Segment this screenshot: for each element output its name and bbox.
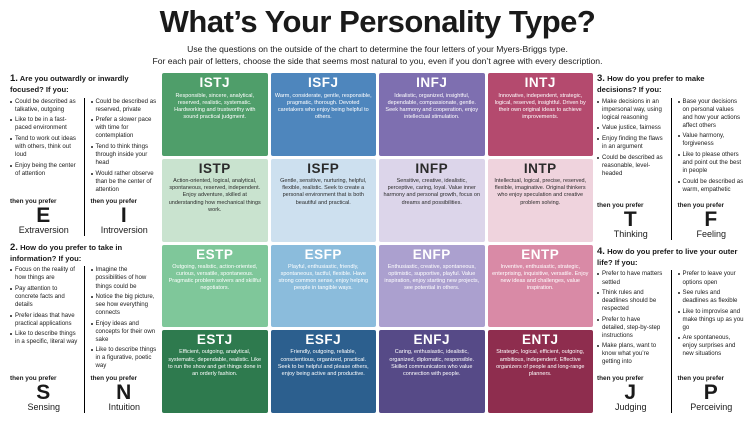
type-description: Efficient, outgoing, analytical, systematic, dependable, realistic. Like to run the show and get things done in an orderly fashion. — [168, 349, 262, 377]
list-item: Could be described as reasonable, level-headed — [597, 154, 665, 178]
question-4-left-then-prefer: then you prefer — [597, 374, 644, 382]
type-description: Action-oriented, logical, analytical, spontaneous, reserved, independent. Enjoy adventure, skilled at understanding how mechanical things work. — [168, 178, 261, 213]
page-title: What’s Your Personality Type? — [159, 4, 596, 39]
question-2-left-then-prefer: then you prefer — [10, 374, 57, 382]
preference-letter-i: I — [120, 204, 128, 228]
question-4-left-option — [597, 270, 665, 412]
question-1-left-bullets — [10, 98, 78, 196]
list-item: Prefer to have matters settled — [597, 270, 665, 286]
page-subtitle — [58, 43, 698, 68]
question-1-left-option — [10, 98, 78, 236]
list-item: Like to describe things in a specific, literal way — [10, 330, 78, 346]
list-item: Enjoy ideas and concepts for their own sake — [91, 320, 159, 344]
question-4-right-bullets — [678, 270, 746, 372]
question-4-text: How do you prefer to live your outer life? If you: — [597, 247, 738, 267]
type-code: ISTJ — [199, 75, 230, 91]
type-code: ESTP — [196, 246, 234, 262]
left-question-column — [10, 73, 158, 412]
type-code: ESTJ — [196, 332, 233, 348]
type-code: ENTJ — [521, 332, 559, 348]
type-code: ISFP — [307, 161, 340, 177]
list-item: Prefer ideas that have practical applications — [10, 312, 78, 328]
type-description: Inventive, enthusiastic, strategic, enterprising, inquisitive, versatile. Enjoy new ideas and challenges, value inspiration. — [492, 263, 589, 292]
list-item: Like to be in a fast-paced environment — [10, 116, 78, 132]
preference-letter-t: T — [623, 208, 638, 232]
list-item: Imagine the possibilities of how things could be — [91, 266, 159, 290]
list-item: Like to describe things in a figurative, poetic way — [91, 346, 159, 370]
question-2-right-bullets — [91, 266, 159, 372]
divider — [671, 98, 672, 240]
type-description: Sensitive, creative, idealistic, perceptive, caring, loyal. Value inner harmony and personal growth, focus on dreams and possibilities. — [383, 178, 481, 206]
list-item: Enjoy finding the flaws in an argument — [597, 135, 665, 151]
type-card-esfp[interactable] — [271, 245, 377, 328]
type-description: Idealistic, organized, insightful, dependable, compassionate, gentle. Seek harmony and cooperation, enjoy intellectual stimulation. — [385, 92, 479, 121]
type-description: Intellectual, logical, precise, reserved, flexible, imaginative. Original thinkers who enjoy speculation and creative problem solving. — [494, 178, 587, 206]
question-2-right-option — [91, 266, 159, 412]
type-code: ENFJ — [413, 332, 450, 348]
type-card-isfj[interactable] — [271, 73, 377, 156]
preference-word-feeling: Feeling — [696, 229, 727, 240]
type-description: Strategic, logical, efficient, outgoing, ambitious, independent. Effective organizers of people and long-range planners. — [496, 349, 585, 377]
question-3-number: 3. — [597, 73, 605, 85]
list-item: Would rather observe than be the center of attention — [91, 170, 159, 194]
question-3-text: How do you prefer to make decisions? If you: — [597, 74, 705, 95]
list-item: Prefer to have detailed, step-by-step instructions — [597, 316, 665, 340]
type-card-istj[interactable] — [162, 73, 268, 156]
question-1-heading — [10, 73, 158, 94]
list-item: Pay attention to concrete facts and details — [10, 285, 78, 309]
question-3-right-then-prefer: then you prefer — [677, 202, 725, 210]
divider — [84, 98, 85, 236]
type-card-enfp[interactable] — [379, 245, 485, 328]
question-1-right-option — [91, 98, 159, 236]
question-3-right-bullets — [678, 98, 746, 200]
question-2-heading — [10, 242, 158, 263]
type-card-esfj[interactable] — [271, 330, 377, 413]
list-item: Are spontaneous, enjoy surprises and new situations — [678, 334, 746, 358]
question-3-right-option — [678, 98, 746, 240]
list-item: Focus on the reality of how things are — [10, 266, 78, 282]
type-code: INFJ — [416, 75, 448, 91]
type-card-entp[interactable] — [488, 245, 594, 328]
list-item: Base your decisions on personal values and how your actions affect others — [678, 98, 746, 130]
preference-word-judging: Judging — [614, 401, 647, 412]
list-item: Like to improvise and make things up as you go — [678, 308, 746, 332]
list-item: Enjoy being the center of attention — [10, 162, 78, 178]
preference-word-thinking: Thinking — [613, 229, 648, 240]
question-3-left-option — [597, 98, 665, 240]
question-block-4 — [597, 246, 745, 413]
question-3-left-bullets — [597, 98, 665, 200]
list-item: Notice the big picture, see how everything connects — [91, 293, 159, 317]
question-1-text: Are you outwardly or inwardly focused? If you: — [10, 74, 129, 95]
question-4-right-then-prefer: then you prefer — [677, 374, 725, 382]
preference-word-sensing: Sensing — [27, 401, 61, 412]
list-item: Make plans, want to know what you’re getting into — [597, 342, 665, 366]
preference-letter-e: E — [36, 204, 52, 228]
preference-word-introversion: Introversion — [100, 225, 148, 236]
type-card-istp[interactable] — [162, 159, 268, 242]
question-2-left-bullets — [10, 266, 78, 372]
type-code: INTP — [523, 161, 557, 177]
preference-word-extraversion: Extraversion — [18, 225, 69, 236]
preference-word-intuition: Intuition — [108, 401, 141, 412]
preference-letter-n: N — [116, 380, 133, 404]
type-description: Enthusiastic, creative, spontaneous, optimistic, supportive, playful. Value inspiration, enjoy starting new projects, see potential in others. — [384, 263, 480, 292]
question-4-right-option — [678, 270, 746, 412]
list-item: Could be described as talkative, outgoing — [10, 98, 78, 114]
type-description: Responsible, sincere, analytical, reserved, realistic, systematic. Hardworking and trustworthy with sound practical judgment. — [174, 92, 256, 121]
divider — [84, 266, 85, 412]
list-item: Could be described as reserved, private — [91, 98, 159, 114]
type-card-estp[interactable] — [162, 245, 268, 328]
type-code: ISFJ — [307, 75, 339, 91]
question-block-1 — [10, 73, 158, 236]
preference-word-perceiving: Perceiving — [690, 401, 733, 412]
subtitle-line-2: For each pair of letters, choose the side that seems most natural to you, even if you don’t agree with every description. — [152, 56, 603, 66]
list-item: Think rules and deadlines should be respected — [597, 289, 665, 313]
list-item: Prefer a slower pace with time for contemplation — [91, 116, 159, 140]
preference-letter-p: P — [703, 380, 719, 404]
type-description: Gentle, sensitive, nurturing, helpful, flexible, realistic. Seek to create a personal environment that is both beautiful and practical. — [280, 178, 367, 206]
type-card-enfj[interactable] — [379, 330, 485, 413]
right-question-column — [597, 73, 745, 412]
type-code: ENFP — [412, 246, 451, 262]
type-card-isfp[interactable] — [271, 159, 377, 242]
type-description: Caring, enthusiastic, idealistic, organized, diplomatic, responsible. Skilled communicators who value connection with people. — [389, 349, 475, 377]
question-3-heading — [597, 73, 745, 94]
list-item: Value justice, fairness — [597, 124, 665, 132]
type-card-intp[interactable] — [488, 159, 594, 242]
type-code: ESFJ — [305, 332, 342, 348]
type-description: Warm, considerate, gentle, responsible, pragmatic, thorough. Devoted caretakers who enjoy being helpful to others. — [274, 92, 372, 121]
preference-letter-j: J — [624, 380, 638, 404]
question-2-text: How do you prefer to take in information? If you: — [10, 243, 123, 263]
question-2-right-then-prefer: then you prefer — [90, 374, 138, 382]
type-card-intj[interactable] — [488, 73, 594, 156]
question-2-number: 2. — [10, 242, 18, 254]
question-1-right-bullets — [91, 98, 159, 196]
question-block-2 — [10, 242, 158, 413]
type-code: INFP — [415, 161, 449, 177]
preference-letter-f: F — [704, 208, 719, 232]
question-1-right-then-prefer: then you prefer — [90, 198, 138, 206]
question-4-heading — [597, 246, 745, 267]
question-4-left-bullets — [597, 270, 665, 372]
list-item: See rules and deadlines as flexible — [678, 289, 746, 305]
question-block-3 — [597, 73, 745, 240]
type-description: Friendly, outgoing, reliable, conscientious, organized, practical. Seek to be helpful and please others, enjoy being active and productive. — [277, 349, 369, 377]
question-3-left-then-prefer: then you prefer — [597, 202, 644, 210]
type-code: ENTP — [521, 246, 560, 262]
question-2-left-option — [10, 266, 78, 412]
personality-type-grid — [162, 73, 593, 412]
type-description: Playful, enthusiastic, friendly, spontaneous, tactful, flexible. Have strong common sense, enjoy helping people in tangible ways. — [278, 263, 369, 292]
subtitle-line-1: Use the questions on the outside of the chart to determine the four letters of your Myers-Briggs type. — [187, 43, 568, 54]
list-item: Like to please others and point out the best in people — [678, 151, 746, 175]
poster-body — [10, 73, 745, 412]
type-description: Outgoing, realistic, action-oriented, curious, versatile, spontaneous. Pragmatic problem solvers and skillful negotiators. — [168, 263, 261, 292]
divider — [671, 270, 672, 412]
list-item: Prefer to leave your options open — [678, 270, 746, 286]
list-item: Tend to think things through inside your head — [91, 143, 159, 167]
list-item: Value harmony, forgiveness — [678, 132, 746, 148]
type-description: Innovative, independent, strategic, logical, reserved, insightful. Driven by their own original ideas to achieve improvements. — [494, 92, 586, 121]
question-4-number: 4. — [597, 246, 605, 258]
type-card-entj[interactable] — [488, 330, 594, 413]
question-1-number: 1. — [10, 73, 18, 85]
type-card-estj[interactable] — [162, 330, 268, 413]
preference-letter-s: S — [36, 380, 52, 404]
type-code: ESFP — [304, 246, 342, 262]
type-card-infp[interactable] — [379, 159, 485, 242]
question-1-left-then-prefer: then you prefer — [10, 198, 57, 206]
type-card-infj[interactable] — [379, 73, 485, 156]
list-item: Make decisions in an impersonal way, using logical reasoning — [597, 98, 665, 122]
list-item: Tend to work out ideas with others, think out loud — [10, 135, 78, 159]
type-code: INTJ — [524, 75, 556, 91]
type-code: ISTP — [198, 161, 231, 177]
list-item: Could be described as warm, empathetic — [678, 178, 746, 194]
